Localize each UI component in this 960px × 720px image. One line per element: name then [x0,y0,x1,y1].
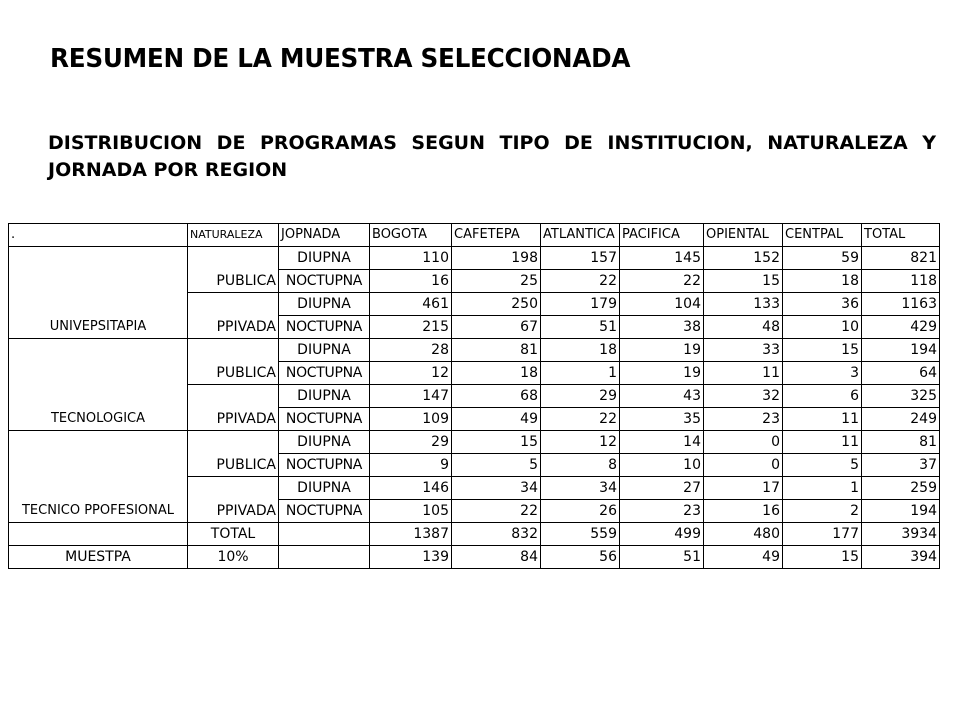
muestra-value: 394 [862,546,940,569]
value-cell: 12 [370,362,452,385]
value-cell: 109 [370,408,452,431]
value-cell: 16 [704,500,783,523]
total-spacer [279,523,370,546]
value-cell: 38 [620,316,704,339]
value-cell: 10 [620,454,704,477]
value-cell: 59 [783,247,862,270]
value-cell: 194 [862,339,940,362]
value-cell: 16 [370,270,452,293]
naturaleza-cell: PUBLICA [188,431,279,477]
page-title: RESUMEN DE LA MUESTRA SELECCIONADA [50,44,631,74]
header-naturaleza: NATURALEZA [188,224,279,247]
value-cell: 28 [370,339,452,362]
value-cell: 325 [862,385,940,408]
summary-table [8,223,940,569]
total-value: 3934 [862,523,940,546]
value-cell: 19 [620,339,704,362]
header-region: ATLANTICA [541,224,620,247]
muestra-label: MUESTPA [9,546,188,569]
value-cell: 6 [783,385,862,408]
header-region: TOTAL [862,224,940,247]
muestra-value: 51 [620,546,704,569]
value-cell: 145 [620,247,704,270]
jornada-cell: DIUPNA [279,431,370,454]
value-cell: 22 [541,270,620,293]
naturaleza-cell: PPIVADA [188,293,279,339]
institution-type: TECNICO PPOFESIONAL [9,431,188,523]
jornada-cell: NOCTUPNA [279,270,370,293]
jornada-cell: NOCTUPNA [279,500,370,523]
value-cell: 12 [541,431,620,454]
muestra-value: 15 [783,546,862,569]
value-cell: 81 [452,339,541,362]
jornada-cell: NOCTUPNA [279,316,370,339]
naturaleza-cell: PUBLICA [188,247,279,293]
value-cell: 18 [452,362,541,385]
value-cell: 2 [783,500,862,523]
value-cell: 146 [370,477,452,500]
muestra-value: 49 [704,546,783,569]
value-cell: 10 [783,316,862,339]
value-cell: 118 [862,270,940,293]
value-cell: 1 [541,362,620,385]
value-cell: 22 [541,408,620,431]
total-value: 832 [452,523,541,546]
value-cell: 152 [704,247,783,270]
value-cell: 104 [620,293,704,316]
value-cell: 29 [370,431,452,454]
value-cell: 14 [620,431,704,454]
value-cell: 29 [541,385,620,408]
value-cell: 9 [370,454,452,477]
jornada-cell: NOCTUPNA [279,408,370,431]
value-cell: 15 [783,339,862,362]
value-cell: 0 [704,431,783,454]
muestra-value: 56 [541,546,620,569]
value-cell: 43 [620,385,704,408]
value-cell: 27 [620,477,704,500]
value-cell: 18 [541,339,620,362]
jornada-cell: DIUPNA [279,385,370,408]
muestra-percent: 10% [188,546,279,569]
jornada-cell: DIUPNA [279,339,370,362]
naturaleza-cell: PPIVADA [188,477,279,523]
total-value: 499 [620,523,704,546]
value-cell: 11 [783,408,862,431]
value-cell: 15 [452,431,541,454]
header-jornada: JOPNADA [279,224,370,247]
total-label: TOTAL [188,523,279,546]
table-row [9,339,940,362]
value-cell: 11 [783,431,862,454]
value-cell: 33 [704,339,783,362]
value-cell: 3 [783,362,862,385]
value-cell: 15 [704,270,783,293]
muestra-spacer [279,546,370,569]
value-cell: 64 [862,362,940,385]
value-cell: 51 [541,316,620,339]
value-cell: 34 [541,477,620,500]
total-value: 1387 [370,523,452,546]
header-region: OPIENTAL [704,224,783,247]
value-cell: 23 [620,500,704,523]
value-cell: 34 [452,477,541,500]
header-region: CAFETEPA [452,224,541,247]
value-cell: 11 [704,362,783,385]
total-row [9,523,940,546]
table-row [9,431,940,454]
value-cell: 110 [370,247,452,270]
value-cell: 25 [452,270,541,293]
value-cell: 22 [620,270,704,293]
value-cell: 32 [704,385,783,408]
value-cell: 0 [704,454,783,477]
value-cell: 23 [704,408,783,431]
value-cell: 461 [370,293,452,316]
naturaleza-cell: PPIVADA [188,385,279,431]
value-cell: 249 [862,408,940,431]
value-cell: 5 [452,454,541,477]
value-cell: 133 [704,293,783,316]
total-spacer [9,523,188,546]
value-cell: 429 [862,316,940,339]
value-cell: 821 [862,247,940,270]
header-region: CENTPAL [783,224,862,247]
page-subtitle: DISTRIBUCION DE PROGRAMAS SEGUN TIPO DE INSTITUCION, NATURALEZA Y JORNADA POR REGION [48,132,936,181]
value-cell: 26 [541,500,620,523]
value-cell: 36 [783,293,862,316]
jornada-cell: DIUPNA [279,247,370,270]
institution-type: UNIVEPSITAPIA [9,247,188,339]
value-cell: 179 [541,293,620,316]
value-cell: 1 [783,477,862,500]
value-cell: 194 [862,500,940,523]
value-cell: 49 [452,408,541,431]
value-cell: 8 [541,454,620,477]
value-cell: 67 [452,316,541,339]
value-cell: 215 [370,316,452,339]
value-cell: 157 [541,247,620,270]
table-row [9,247,940,270]
institution-type: TECNOLOGICA [9,339,188,431]
value-cell: 37 [862,454,940,477]
value-cell: 18 [783,270,862,293]
value-cell: 48 [704,316,783,339]
jornada-cell: NOCTUPNA [279,454,370,477]
naturaleza-cell: PUBLICA [188,339,279,385]
value-cell: 22 [452,500,541,523]
value-cell: 17 [704,477,783,500]
header-region: BOGOTA [370,224,452,247]
value-cell: 147 [370,385,452,408]
header-region: PACIFICA [620,224,704,247]
value-cell: 35 [620,408,704,431]
jornada-cell: NOCTUPNA [279,362,370,385]
total-value: 177 [783,523,862,546]
muestra-row [9,546,940,569]
header-row [9,224,940,247]
muestra-value: 84 [452,546,541,569]
value-cell: 250 [452,293,541,316]
total-value: 480 [704,523,783,546]
value-cell: 5 [783,454,862,477]
jornada-cell: DIUPNA [279,293,370,316]
header-corner: . [9,224,188,247]
total-value: 559 [541,523,620,546]
value-cell: 1163 [862,293,940,316]
value-cell: 259 [862,477,940,500]
value-cell: 68 [452,385,541,408]
jornada-cell: DIUPNA [279,477,370,500]
value-cell: 105 [370,500,452,523]
value-cell: 81 [862,431,940,454]
muestra-value: 139 [370,546,452,569]
value-cell: 198 [452,247,541,270]
value-cell: 19 [620,362,704,385]
